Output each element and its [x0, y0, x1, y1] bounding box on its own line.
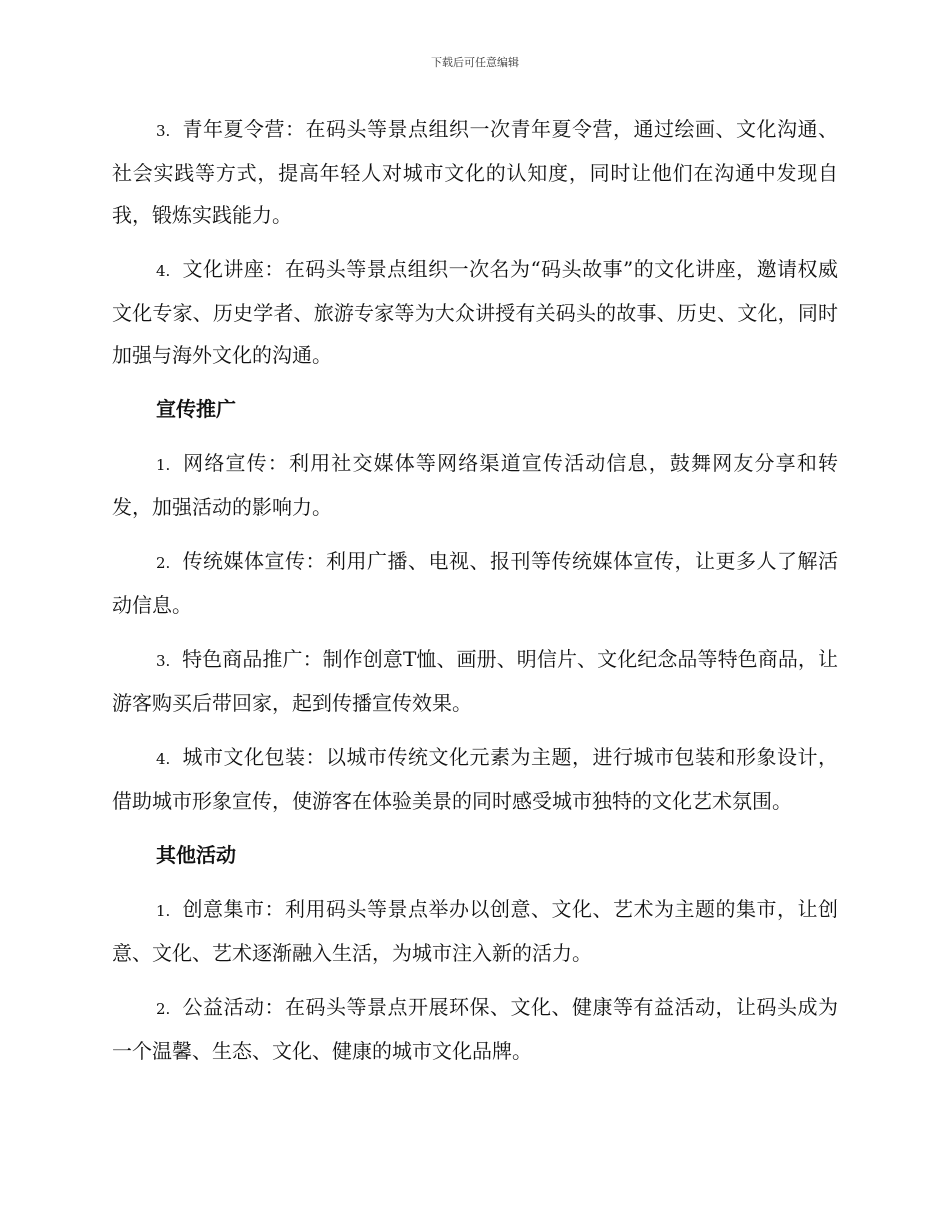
item-text: 传统媒体宣传：利用广播、电视、报刊等传统媒体宣传，让更多人了解活动信息。 [112, 549, 838, 617]
list-item [112, 888, 838, 974]
list-item [112, 540, 838, 626]
item-number: 3. [156, 652, 171, 670]
list-item [112, 108, 838, 236]
item-text: 公益活动：在码头等景点开展环保、文化、健康等有益活动，让码头成为一个温馨、生态、文化、健康的城市文化品牌。 [112, 995, 838, 1063]
item-number: 2. [156, 1000, 171, 1018]
item-number: 2. [156, 554, 171, 572]
item-text: 创意集市：利用码头等景点举办以创意、文化、艺术为主题的集市，让创意、文化、艺术逐渐融入生活，为城市注入新的活力。 [112, 897, 838, 965]
item-number: 1. [156, 456, 171, 474]
item-text: 青年夏令营：在码头等景点组织一次青年夏令营，通过绘画、文化沟通、社会实践等方式，提高年轻人对城市文化的认知度，同时让他们在沟通中发现自我，锻炼实践能力。 [112, 117, 838, 227]
header-note: 下载后可任意编辑 [431, 56, 519, 69]
list-item [112, 442, 838, 528]
list-item [112, 986, 838, 1072]
list-item [112, 736, 838, 822]
item-number: 4. [156, 262, 171, 280]
list-item [112, 638, 838, 724]
item-text: 城市文化包装：以城市传统文化元素为主题，进行城市包装和形象设计，借助城市形象宣传，使游客在体验美景的同时感受城市独特的文化艺术氛围。 [112, 745, 838, 813]
list-item [112, 248, 838, 376]
item-number: 1. [156, 902, 171, 920]
item-number: 4. [156, 750, 171, 768]
item-number: 3. [156, 122, 171, 140]
document-body [112, 108, 838, 1084]
section-heading-promotion: 宣传推广 [156, 397, 236, 421]
item-text: 文化讲座：在码头等景点组织一次名为“码头故事”的文化讲座，邀请权威文化专家、历史学者、旅游专家等为大众讲授有关码头的故事、历史、文化，同时加强与海外文化的沟通。 [112, 257, 838, 367]
item-text: 网络宣传：利用社交媒体等网络渠道宣传活动信息，鼓舞网友分享和转发，加强活动的影响力。 [112, 451, 838, 519]
section-heading-other: 其他活动 [156, 843, 236, 867]
item-text: 特色商品推广：制作创意T恤、画册、明信片、文化纪念品等特色商品，让游客购买后带回家，起到传播宣传效果。 [112, 647, 838, 715]
